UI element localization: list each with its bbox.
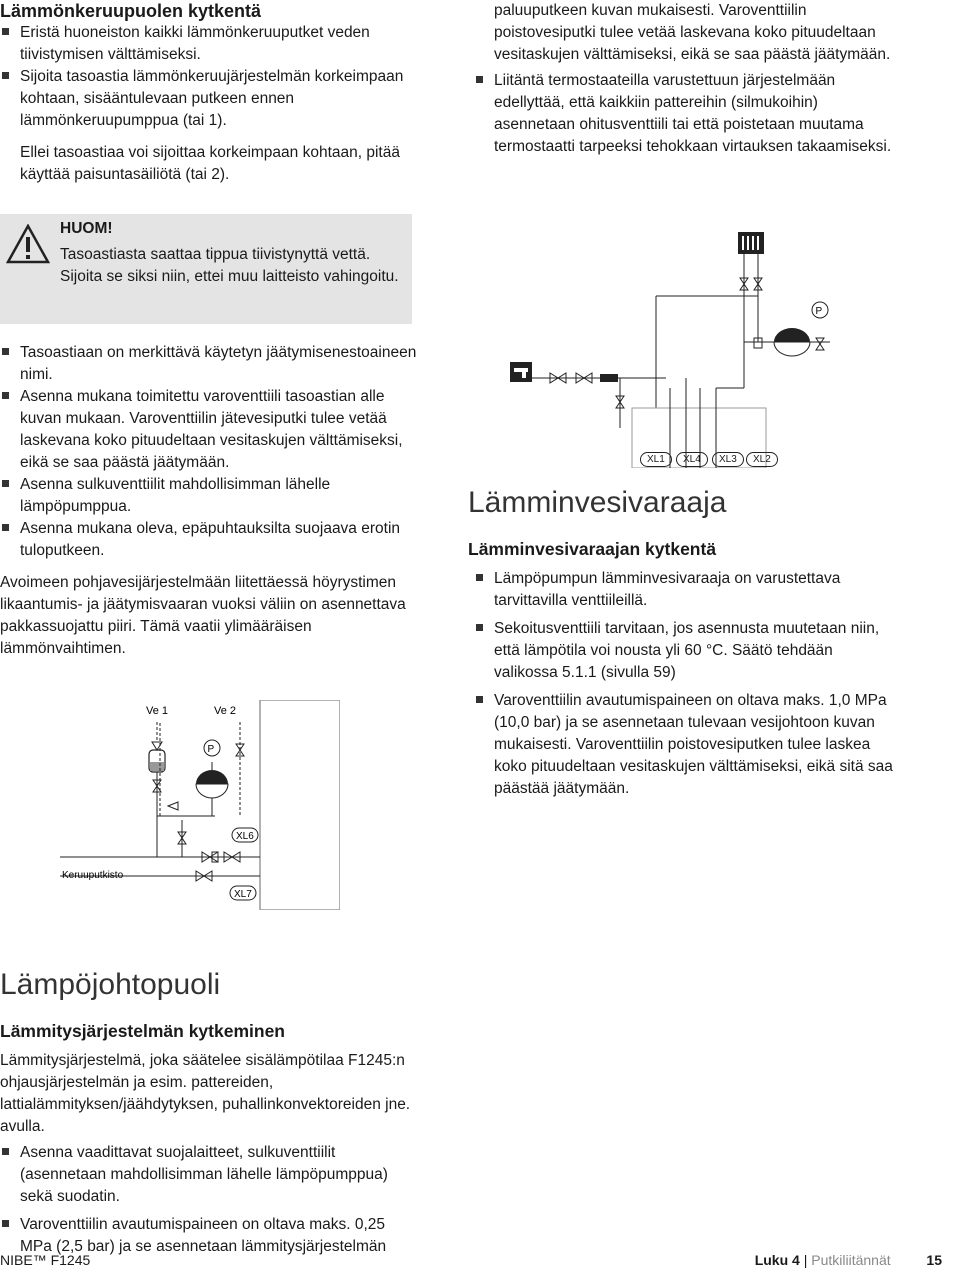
list-item: Sijoita tasoastia lämmönkeruujärjestelmän korkeimpaan kohtaan, sisääntulevaan putkeen ennen lämmönkeruupumppua (tai 1). xyxy=(0,66,412,132)
heading-water-heater: Lämminvesivaraaja xyxy=(468,486,727,519)
xl7-label: XL7 xyxy=(234,889,252,900)
pressure-p-label: P xyxy=(207,744,215,755)
collector-label: Keruuputkisto xyxy=(62,870,124,881)
list-item: Tasoastiaan on merkittävä käytetyn jäätymisenestoaineen nimi. xyxy=(0,342,418,386)
heading-heating-side: Lämpöjohtopuoli xyxy=(0,968,221,1001)
xl6-label: XL6 xyxy=(236,831,254,842)
note-title: HUOM! xyxy=(60,220,113,237)
pressure-p-label-2: P xyxy=(815,306,823,317)
footer-chapter xyxy=(755,1252,942,1268)
heating-bullets xyxy=(0,1142,418,1258)
subheading-water-heater-connection: Lämminvesivaraajan kytkentä xyxy=(468,539,717,559)
page-number: 15 xyxy=(926,1252,942,1268)
note-box xyxy=(0,214,412,324)
left-column-middle xyxy=(0,342,418,660)
list-item: Eristä huoneiston kaikki lämmönkeruuputket veden tiivistymisen välttämiseksi. xyxy=(0,22,412,66)
collector-diagram xyxy=(60,700,340,910)
heating-diagram xyxy=(490,228,830,468)
footer-separator: | xyxy=(803,1252,808,1268)
xl-labels xyxy=(640,452,780,468)
left-column xyxy=(0,0,412,186)
right-column-top xyxy=(474,0,894,158)
indented-paragraph: Ellei tasoastiaa voi sijoittaa korkeimpaan kohtaan, pitää käyttää paisuntasäiliötä (tai 2). xyxy=(20,144,400,183)
list-item: Lämpöpumpun lämminvesivaraaja on varustettava tarvittavilla venttiileillä. xyxy=(474,568,894,612)
section-heading-collector: Lämmönkeruupuolen kytkentä xyxy=(0,1,262,21)
collector-bullets xyxy=(0,22,412,132)
list-item: Asenna mukana oleva, epäpuhtauksilta suojaava erotin tuloputkeen. xyxy=(0,518,418,562)
list-item: Asenna sulkuventtiilit mahdollisimman lähelle lämpöpumppua. xyxy=(0,474,418,518)
footer-chapter-title: Putkiliitännät xyxy=(811,1252,891,1268)
heating-paragraph: Lämmitysjärjestelmä, joka säätelee sisälämpötilaa F1245:n ohjausjärjestelmän ja esim. pattereiden, lattialämmityksen/jäähdytyksen, puhallinkonvektoreiden jne. avulla. xyxy=(0,1052,411,1135)
list-item: Varoventtiilin avautumispaineen on oltava maks. 0,25 MPa (2,5 bar) ja se asennetaan lämmitysjärjestelmän xyxy=(0,1214,418,1258)
xl4-label: XL4 xyxy=(676,452,708,467)
list-item: Liitäntä termostaateilla varustettuun järjestelmään edellyttää, että kaikkiin pattereihin (silmukoihin) asennetaan ohitusventtiili tai että poistetaan muutama termostaatti tarpeeksi tehokkaan virtauksen takaamiseksi. xyxy=(474,70,894,158)
warning-icon xyxy=(6,224,50,264)
xl2-label: XL2 xyxy=(746,452,778,467)
footer-product: NIBE™ F1245 xyxy=(0,1252,91,1268)
list-item: Sekoitusventtiili tarvitaan, jos asennusta muutetaan niin, että lämpötila voi nousta yli 60 °C. Säätö tehdään valikossa 5.1.1 (sivulla 59) xyxy=(474,618,894,684)
continued-paragraph: paluuputkeen kuvan mukaisesti. Varoventtiilin poistovesiputki tulee vetää laskevana koko pituudeltaan vesitaskujen välttämiseksi, eikä se saa päästä jäätymään. xyxy=(494,2,891,63)
xl3-label: XL3 xyxy=(712,452,744,467)
footer-chapter-number: Luku 4 xyxy=(754,1252,800,1268)
xl1-label: XL1 xyxy=(640,452,672,467)
subheading-heating-connection: Lämmitysjärjestelmän kytkeminen xyxy=(0,1021,285,1041)
water-heater-bullets xyxy=(474,568,894,800)
ve1-label: Ve 1 xyxy=(146,705,169,717)
thermostat-bullets xyxy=(474,70,894,158)
list-item: Asenna vaadittavat suojalaitteet, sulkuventtiilit (asennetaan mahdollisimman lähelle lämpöpumppua) sekä suodatin. xyxy=(0,1142,418,1208)
tank-bullets xyxy=(0,342,418,562)
note-text: Tasoastiasta saattaa tippua tiivistynyttä vettä. Sijoita se siksi niin, ettei muu laitteisto vahingoitu. xyxy=(60,246,399,285)
ve2-label: Ve 2 xyxy=(214,705,237,717)
list-item: Varoventtiilin avautumispaineen on oltava maks. 1,0 MPa (10,0 bar) ja se asennetaan tulevaan vesijohtoon kuvan mukaisesti. Varoventtiilin poistovesiputken tulee laskea koko pituudeltaan vesitaskujen välttämiseksi, eikä sitä saa päästää jäätymään. xyxy=(474,690,894,800)
list-item: Asenna mukana toimitettu varoventtiili tasoastian alle kuvan mukaan. Varoventtiilin jätevesiputki tulee vetää laskevana koko pituudeltaan vesitaskujen välttämiseksi, eikä se saa päästä jäätymään. xyxy=(0,386,418,474)
left-column-bottom xyxy=(0,968,418,1258)
right-column-bottom xyxy=(468,486,894,800)
groundwater-paragraph: Avoimeen pohjavesijärjestelmään liitettäessä höyrystimen likaantumis- ja jäätymisvaaran vuoksi väliin on asennettava pakkassuojattu piiri. Tämä vaatii ylimääräisen lämmönvaihtimen. xyxy=(0,574,406,657)
